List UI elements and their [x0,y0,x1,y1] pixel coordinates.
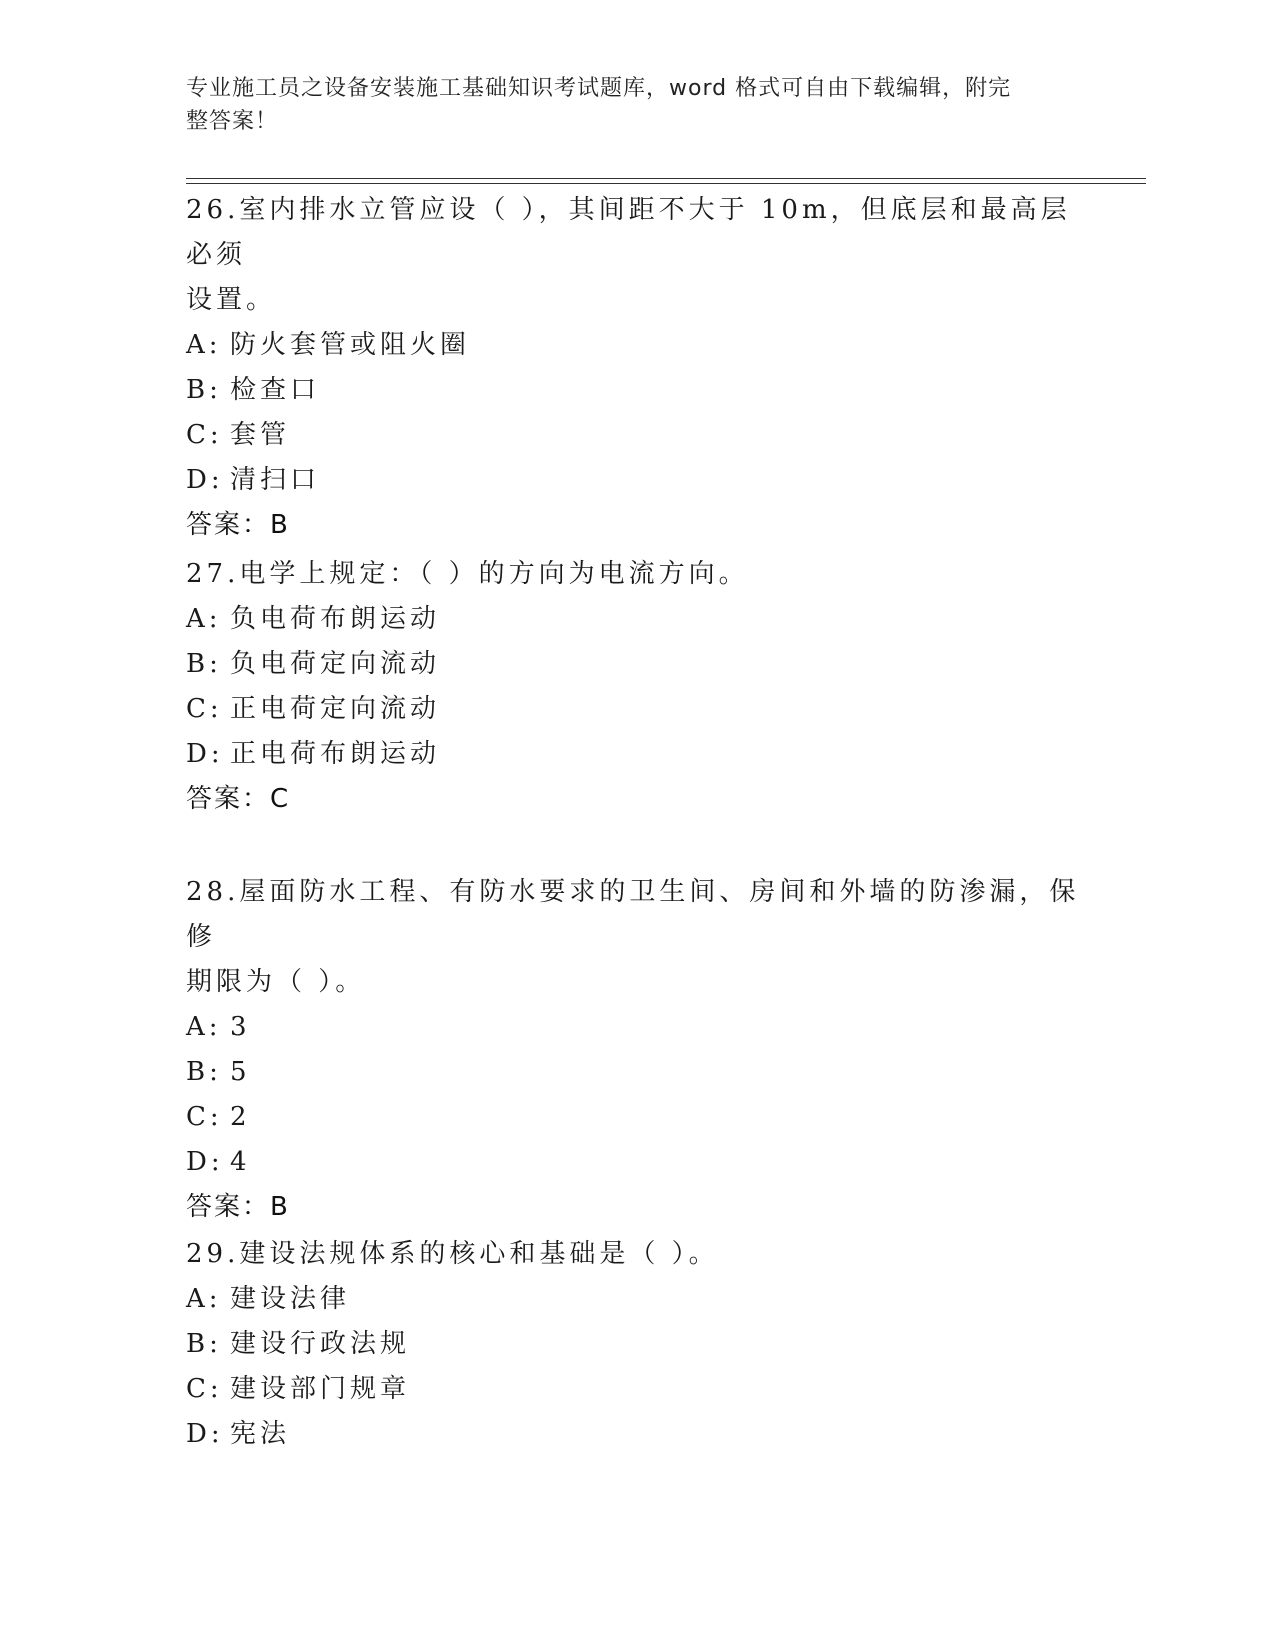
option-key: B: [186,1329,222,1359]
option-key: D: [186,465,224,495]
option-key: B: [186,649,222,679]
question-stem-line: 27.电学上规定：（ ）的方向为电流方向。 [186,559,749,589]
answer-line: 答案：B [186,1192,290,1222]
option-a [186,597,1086,642]
question-27 [186,552,1086,822]
option-text: 防火套管或阻火圈 [230,330,471,360]
question-29 [186,1232,1086,1457]
option-a [186,1277,1086,1322]
option-b [186,1050,1086,1095]
option-b [186,368,1086,413]
option-key: B: [186,1057,222,1087]
option-text: 检查口 [230,375,321,405]
option-key: D: [186,1419,224,1449]
option-key: A: [186,604,222,634]
option-key: A: [186,330,222,360]
question-26 [186,188,1086,548]
option-text: 正电荷布朗运动 [230,739,441,769]
option-text: 5 [230,1057,251,1087]
option-key: C: [186,1102,223,1132]
option-key: D: [186,739,224,769]
option-text: 3 [230,1012,251,1042]
header-line-2: 整答案！ [186,109,279,134]
option-d [186,1412,1086,1457]
option-d [186,458,1086,503]
option-d [186,732,1086,777]
option-c [186,1367,1086,1412]
option-text: 宪法 [230,1419,291,1449]
option-key: B: [186,375,222,405]
question-28 [186,870,1086,1230]
option-text: 建设行政法规 [230,1329,411,1359]
option-key: D: [186,1147,224,1177]
header-divider-top [186,178,1146,179]
option-text: 建设法律 [230,1284,351,1314]
option-text: 负电荷定向流动 [230,649,441,679]
document-header [186,72,1066,138]
option-key: A: [186,1284,222,1314]
question-stem-line: 26.室内排水立管应设（ ），其间距不大于 10m，但底层和最高层必须 [186,195,1071,270]
option-text: 负电荷布朗运动 [230,604,441,634]
option-text: 清扫口 [230,465,321,495]
question-stem-line: 设置。 [186,285,277,315]
option-key: C: [186,420,223,450]
question-stem-line: 期限为（ ）。 [186,967,366,997]
option-text: 2 [230,1102,251,1132]
option-a [186,1005,1086,1050]
header-line-1: 专业施工员之设备安装施工基础知识考试题库，word 格式可自由下载编辑，附完 [186,76,1012,101]
header-divider-bottom [186,183,1146,184]
option-key: A: [186,1012,222,1042]
option-c [186,687,1086,732]
option-key: C: [186,1374,223,1404]
option-d [186,1140,1086,1185]
option-text: 正电荷定向流动 [230,694,441,724]
option-text: 建设部门规章 [230,1374,411,1404]
option-a [186,323,1086,368]
answer-line: 答案：B [186,510,290,540]
question-stem-line: 29.建设法规体系的核心和基础是（ ）。 [186,1239,719,1269]
option-key: C: [186,694,223,724]
option-text: 4 [230,1147,251,1177]
option-text: 套管 [230,420,291,450]
answer-line: 答案：C [186,784,291,814]
option-c [186,1095,1086,1140]
option-b [186,642,1086,687]
option-b [186,1322,1086,1367]
option-c [186,413,1086,458]
question-stem-line: 28.屋面防水工程、有防水要求的卫生间、房间和外墙的防渗漏，保修 [186,877,1080,952]
